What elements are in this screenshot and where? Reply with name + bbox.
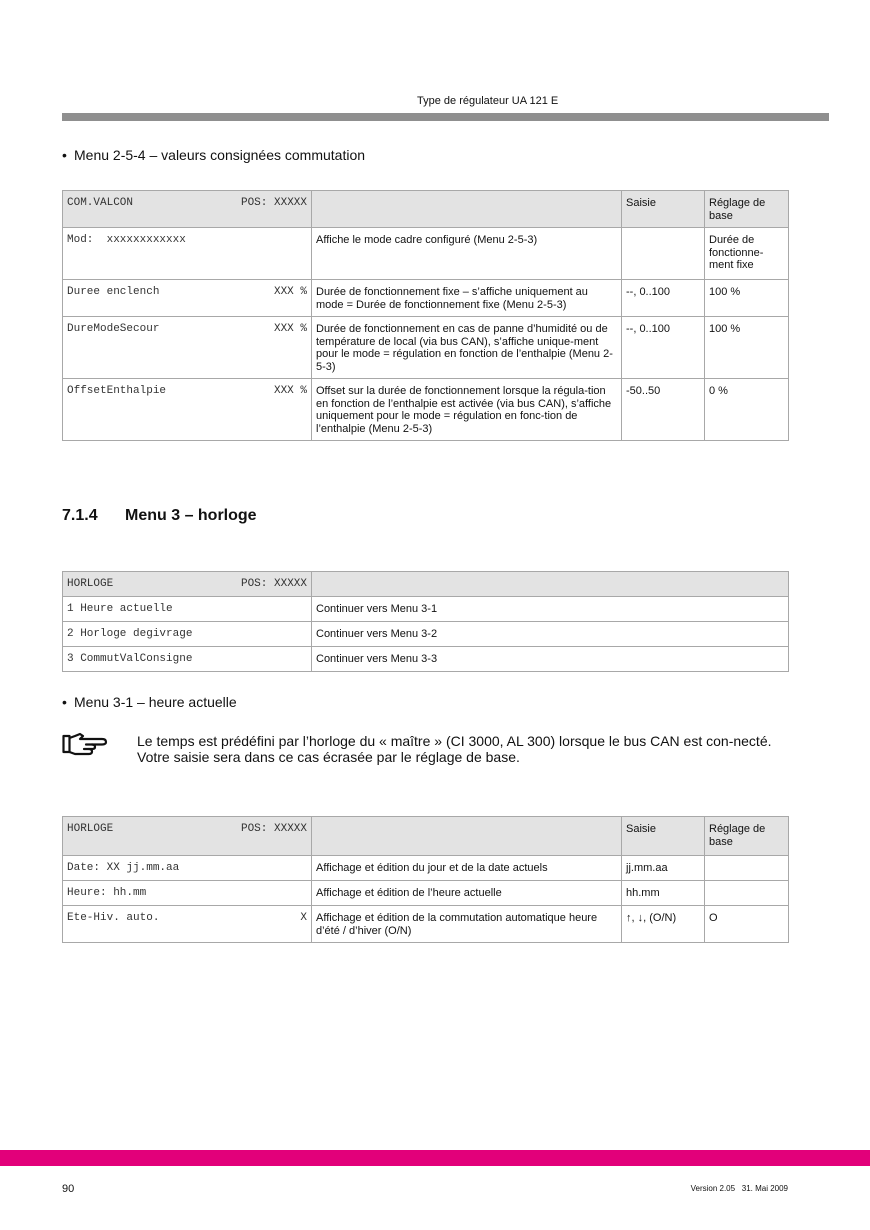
desc-cell: Continuer vers Menu 3-1	[312, 597, 789, 622]
table-row	[63, 622, 789, 647]
table-row	[63, 280, 789, 317]
code-cell: 3 CommutValConsigne	[63, 647, 312, 672]
code-left: Mod: xxxxxxxxxxxx	[67, 234, 186, 246]
input-cell: jj.mm.aa	[622, 856, 705, 881]
desc-cell	[312, 191, 622, 228]
input-header: Saisie	[622, 817, 705, 856]
desc-cell	[312, 572, 789, 597]
desc-cell: Affiche le mode cadre configuré (Menu 2-5-3)	[312, 228, 622, 280]
document-title: Type de régulateur UA 121 E	[417, 95, 559, 107]
code-left: HORLOGE	[67, 578, 114, 590]
default-header: Réglage de base	[705, 817, 789, 856]
table-menu-3	[62, 571, 789, 672]
section-title: Menu 3 – horloge	[125, 507, 257, 524]
default-cell: Durée de fonctionne-ment fixe	[705, 228, 789, 280]
code-left: Ete-Hiv. auto.	[67, 912, 160, 924]
default-cell: O	[705, 906, 789, 943]
code-right: XXX %	[273, 286, 307, 298]
desc-cell: Continuer vers Menu 3-3	[312, 647, 789, 672]
code-right: POS: XXXXX	[240, 823, 307, 835]
table-header-row	[63, 817, 789, 856]
header-rule	[62, 113, 829, 121]
input-cell: ↑, ↓, (O/N)	[622, 906, 705, 943]
default-cell: 100 %	[705, 280, 789, 317]
table-row	[63, 597, 789, 622]
desc-cell	[312, 817, 622, 856]
default-cell: 100 %	[705, 317, 789, 379]
table-row	[63, 228, 789, 280]
input-cell: --, 0..100	[622, 317, 705, 379]
code-left: HORLOGE	[67, 823, 114, 835]
code-cell: 1 Heure actuelle	[63, 597, 312, 622]
input-cell: --, 0..100	[622, 280, 705, 317]
desc-cell: Affichage et édition du jour et de la date actuels	[312, 856, 622, 881]
default-cell	[705, 856, 789, 881]
code-cell	[63, 856, 312, 881]
input-cell: hh.mm	[622, 881, 705, 906]
table-menu-254	[62, 190, 789, 441]
code-right: POS: XXXXX	[240, 578, 307, 590]
desc-cell: Offset sur la durée de fonctionnement lorsque la régula-tion en fonction de l’enthalpie est activée (via bus CAN), s’affiche uniquement pour le mode = régulation en fonc-tion de l’enthalpie (Menu 2-5-3)	[312, 379, 622, 441]
table-menu-31	[62, 816, 789, 943]
page-number: 90	[62, 1183, 75, 1195]
code-cell	[63, 280, 312, 317]
table-row	[63, 881, 789, 906]
code-cell	[63, 379, 312, 441]
desc-cell: Continuer vers Menu 3-2	[312, 622, 789, 647]
code-left: Duree enclench	[67, 286, 160, 298]
code-cell	[63, 906, 312, 943]
code-cell	[63, 817, 312, 856]
code-left: COM.VALCON	[67, 197, 134, 209]
code-cell: 2 Horloge degivrage	[63, 622, 312, 647]
code-cell	[63, 572, 312, 597]
bullet-menu-31	[62, 694, 237, 710]
desc-cell: Affichage et édition de la commutation automatique heure d’été / d’hiver (O/N)	[312, 906, 622, 943]
table-row	[63, 856, 789, 881]
code-right: POS: XXXXX	[240, 197, 307, 209]
code-cell	[63, 881, 312, 906]
bullet-dot: •	[62, 147, 67, 163]
code-left: DureModeSecour	[67, 323, 160, 335]
code-right: XXX %	[273, 323, 307, 335]
table-header-row	[63, 191, 789, 228]
section-heading	[62, 507, 257, 525]
code-cell	[63, 228, 312, 280]
code-right: X	[300, 912, 307, 924]
table-row	[63, 647, 789, 672]
table-row	[63, 906, 789, 943]
note-text: Le temps est prédéfini par l’horloge du « maître » (CI 3000, AL 300) lorsque le bus CAN est con-necté. Votre saisie sera dans ce cas écrasée par le réglage de base.	[137, 733, 772, 765]
input-cell	[622, 228, 705, 280]
code-cell	[63, 191, 312, 228]
section-number: 7.1.4	[62, 507, 98, 524]
table-row	[63, 379, 789, 441]
bullet-title: Menu 2-5-4 – valeurs consignées commutation	[74, 147, 366, 163]
pointing-hand-icon	[62, 731, 108, 757]
default-cell	[705, 881, 789, 906]
input-cell: -50..50	[622, 379, 705, 441]
desc-cell: Affichage et édition de l’heure actuelle	[312, 881, 622, 906]
bullet-dot: •	[62, 694, 67, 710]
code-cell	[63, 317, 312, 379]
desc-cell: Durée de fonctionnement en cas de panne d’humidité ou de température de local (via bus CAN), s’affiche unique-ment pour le mode = régulation en fonction de l’enthalpie (Menu 2-5-3)	[312, 317, 622, 379]
table-row	[63, 317, 789, 379]
code-right: XXX %	[273, 385, 307, 397]
table-header-row	[63, 572, 789, 597]
bullet-title: Menu 3-1 – heure actuelle	[74, 694, 237, 710]
input-header: Saisie	[622, 191, 705, 228]
desc-cell: Durée de fonctionnement fixe – s’affiche uniquement au mode = Durée de fonctionnement fixe (Menu 2-5-3)	[312, 280, 622, 317]
bullet-menu-254	[62, 147, 365, 163]
default-header: Réglage de base	[705, 191, 789, 228]
code-left: OffsetEnthalpie	[67, 385, 167, 397]
code-left: Heure: hh.mm	[67, 887, 147, 899]
footer-accent-bar	[0, 1150, 870, 1166]
default-cell: 0 %	[705, 379, 789, 441]
version-info: Version 2.05 31. Mai 2009	[690, 1184, 788, 1193]
code-left: Date: XX jj.mm.aa	[67, 862, 180, 874]
